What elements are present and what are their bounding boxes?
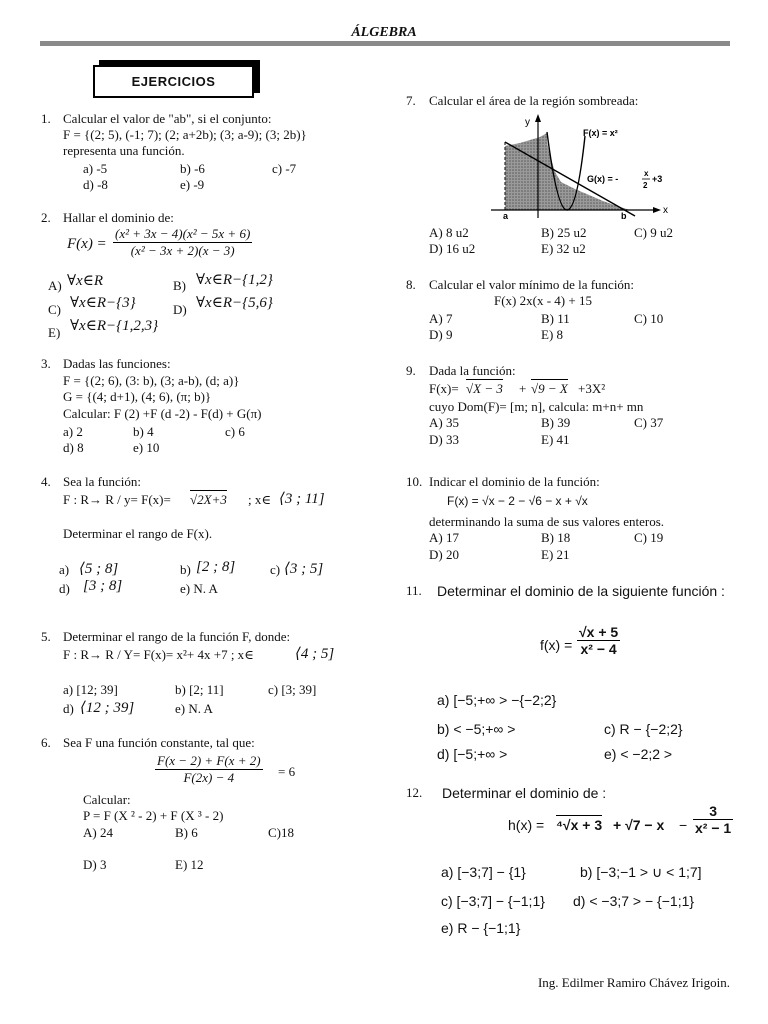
- option-c: c) [−3;7] − {−1;1}: [441, 893, 545, 909]
- option-b-value: ∀x∈R−{1,2}: [196, 272, 273, 288]
- problem-number: 7.: [406, 93, 416, 108]
- problem-text: Calcular el valor de "ab", si el conjunto:: [63, 111, 272, 126]
- option-b: B) 6: [175, 825, 198, 840]
- option-e: e) < −2;2 >: [604, 746, 673, 762]
- option-e: E) 41: [541, 432, 570, 447]
- option-c: C) 37: [634, 415, 664, 430]
- option-c: C) 10: [634, 311, 664, 326]
- option-a: A): [48, 278, 62, 293]
- option-d-value: ⟨12 ; 39]: [80, 700, 135, 716]
- problem-text: Hallar el dominio de:: [63, 210, 174, 225]
- problem-text: Indicar el dominio de la función:: [429, 474, 600, 489]
- problem-text: F(x) 2x(x - 4) + 15: [494, 293, 592, 308]
- problem-text: ; x∈: [248, 492, 271, 507]
- option-a: A) 35: [429, 415, 459, 430]
- option-a: a) [12; 39]: [63, 682, 118, 697]
- condition-fraction: [155, 753, 263, 786]
- option-d: D) 3: [83, 857, 107, 872]
- interval: ⟨4 ; 5]: [295, 646, 335, 662]
- problem-text: Determinar el rango de F(x).: [63, 526, 213, 541]
- g-const: +3: [652, 174, 663, 184]
- function-fraction: [577, 624, 620, 657]
- y-label: y: [525, 117, 530, 128]
- problem-text: F = {(2; 5), (-1; 7); (2; a+2b); (3; a-9); (3; 2b)}: [63, 127, 307, 142]
- g-frac-num: x: [644, 169, 649, 178]
- option-a-value: ⟨5 ; 8]: [79, 561, 119, 577]
- problem-number: 8.: [406, 277, 416, 292]
- option-a: A) 8 u2: [429, 225, 469, 240]
- problem-number: 6.: [41, 735, 51, 750]
- problem-text: Determinar el dominio de la siguiente función :: [437, 583, 725, 599]
- sqrt-expression: √2X+3: [190, 492, 227, 507]
- option-b: B) 11: [541, 311, 570, 326]
- f-label: F(x) = x²: [583, 128, 618, 138]
- option-d-value: [3 ; 8]: [83, 578, 123, 594]
- option-d: d): [59, 581, 70, 596]
- option-d: d) 8: [63, 440, 84, 455]
- option-d: d): [63, 701, 74, 716]
- option-b: B): [173, 278, 186, 293]
- problem-number: 5.: [41, 629, 51, 644]
- problem-text: G = {(4; d+1), (4; 6), (π; b)}: [63, 389, 212, 404]
- ejercicios-label-box: [93, 65, 254, 98]
- option-c-value: ∀x∈R−{3}: [70, 295, 136, 311]
- option-c: C): [48, 302, 61, 317]
- point-a-label: a: [503, 211, 509, 221]
- option-e: e) R − {−1;1}: [441, 920, 521, 936]
- problem-text: Sea F una función constante, tal que:: [63, 735, 255, 750]
- option-e-value: ∀x∈R−{1,2,3}: [70, 318, 159, 334]
- g-frac-den: 2: [643, 181, 648, 190]
- option-e: E) 8: [541, 327, 564, 342]
- problem-number: 10.: [406, 474, 423, 489]
- problem-text: determinando la suma de sus valores enteros.: [429, 514, 665, 529]
- problem-text: Determinar el dominio de :: [442, 785, 607, 801]
- option-c: C)18: [268, 825, 294, 840]
- condition-rhs: = 6: [278, 764, 296, 779]
- option-a-value: ∀x∈R: [67, 273, 103, 289]
- option-b: B) 25 u2: [541, 225, 587, 240]
- problem-text: representa una función.: [63, 143, 185, 158]
- problem-number: 1.: [41, 111, 51, 126]
- problem-number: 2.: [41, 210, 51, 225]
- option-e: E) 12: [175, 857, 204, 872]
- problem-text: Determinar el rango de la función F, donde:: [63, 629, 291, 644]
- shaded-region-graph: [485, 112, 675, 224]
- interval: ⟨3 ; 11]: [279, 491, 325, 507]
- option-b: b) < −5;+∞ >: [437, 721, 516, 737]
- author-footer: Ing. Edilmer Ramiro Chávez Irigoin.: [537, 975, 730, 990]
- problem-text: Dadas las funciones:: [63, 356, 171, 371]
- option-a: a): [59, 562, 70, 577]
- option-b-value: [2 ; 8]: [196, 559, 236, 575]
- fraction-denominator: x² − 4: [580, 641, 617, 657]
- option-b: b) 4: [133, 424, 154, 439]
- ejercicios-label: EJERCICIOS: [131, 74, 216, 89]
- problem-text: Calcular el área de la región sombreada:: [429, 93, 639, 108]
- option-a: a) 2: [63, 424, 83, 439]
- option-e: e) N. A: [175, 701, 213, 716]
- problem-number: 3.: [41, 356, 51, 371]
- function-lhs: h(x) =: [508, 817, 545, 833]
- problem-text: Calcular:: [83, 792, 131, 807]
- problem-text: Calcular el valor mínimo de la función:: [429, 277, 635, 292]
- option-e: e) -9: [180, 177, 205, 192]
- option-a: A) 7: [429, 311, 453, 326]
- option-a: a) [−3;7] − {1}: [441, 864, 526, 880]
- option-c: c) R − {−2;2}: [604, 721, 683, 737]
- option-e: E) 32 u2: [541, 241, 586, 256]
- fraction-denominator: F(2x) − 4: [183, 770, 235, 785]
- option-b: b) [−3;−1 > ∪ < 1;7]: [580, 864, 702, 880]
- g-label: G(x) = -: [587, 174, 619, 184]
- problem-text: F : R→ R / Y= F(x)= x²+ 4x +7 ; x∈: [63, 647, 254, 662]
- option-c: c): [270, 562, 281, 577]
- option-d: d) < −3;7 > − {−1;1}: [573, 893, 695, 909]
- plus-sign: +: [519, 381, 527, 396]
- problem-number: 11.: [406, 583, 422, 598]
- fraction-numerator: 3: [693, 803, 733, 820]
- square-root: + √7 − x: [613, 817, 665, 833]
- sqrt-expression: √X − 3: [466, 381, 503, 396]
- problem-text: Sea la función:: [63, 474, 141, 489]
- option-e: E): [48, 325, 61, 340]
- option-c: c) -7: [272, 161, 297, 176]
- problem-number: 12.: [406, 785, 423, 800]
- option-c: c) [3; 39]: [268, 682, 317, 697]
- option-c: C) 19: [634, 530, 664, 545]
- problem-text: Calcular: F (2) +F (d -2) - F(d) + G(π): [63, 406, 262, 421]
- option-d: D) 16 u2: [429, 241, 476, 256]
- problem-text: Dada la función:: [429, 363, 516, 378]
- option-b: b) -6: [180, 161, 205, 176]
- fraction-numerator: √x + 5: [579, 624, 619, 640]
- option-d: d) [−5;+∞ >: [437, 746, 508, 762]
- fraction-numerator: F(x − 2) + F(x + 2): [157, 753, 261, 768]
- problem-text: P = F (X ² - 2) + F (X ³ - 2): [83, 808, 224, 823]
- option-a: A) 24: [83, 825, 113, 840]
- fraction-numerator: (x² + 3x − 4)(x² − 5x + 6): [115, 226, 251, 241]
- problem-text: F = {(2; 6), (3: b), (3; a-b), (d; a)}: [63, 373, 240, 388]
- problem-text: F : R→ R / y= F(x)=: [63, 492, 171, 507]
- option-e: E) 21: [541, 547, 570, 562]
- problem-text: cuyo Dom(F)= [m; n], calcula: m+n+ mn: [429, 399, 644, 414]
- option-d: D): [173, 302, 187, 317]
- problem-text: +3X²: [578, 381, 606, 396]
- point-b-label: b: [621, 211, 627, 221]
- option-c: c) 6: [225, 424, 245, 439]
- problem-number: 4.: [41, 474, 51, 489]
- option-d: D) 9: [429, 327, 453, 342]
- fraction-denominator: (x² − 3x + 2)(x − 3): [130, 243, 235, 258]
- x-label: x: [663, 205, 668, 216]
- option-a: a) [−5;+∞ > −{−2;2}: [437, 692, 557, 708]
- option-d: D) 33: [429, 432, 459, 447]
- function-expression: F(x) = √x − 2 − √6 − x + √x: [447, 494, 588, 508]
- option-e: e) 10: [133, 440, 160, 455]
- sqrt-expression: √9 − X: [531, 381, 568, 396]
- option-b: B) 39: [541, 415, 571, 430]
- option-d: D) 20: [429, 547, 459, 562]
- option-b: B) 18: [541, 530, 571, 545]
- option-d: d) -8: [83, 177, 108, 192]
- minus-sign: −: [679, 817, 688, 833]
- option-d-value: ∀x∈R−{5,6}: [196, 295, 273, 311]
- option-a: a) -5: [83, 161, 108, 176]
- option-b: b): [180, 562, 191, 577]
- shaded-region: [505, 133, 630, 210]
- fourth-root: ⁴√x + 3: [556, 817, 603, 833]
- function-lhs: F(x) =: [67, 236, 107, 252]
- option-b: b) [2; 11]: [175, 682, 224, 697]
- option-c-value: ⟨3 ; 5]: [284, 561, 324, 577]
- function-fraction: [693, 803, 733, 836]
- problem-number: 9.: [406, 363, 416, 378]
- fraction-denominator: x² − 1: [695, 820, 732, 836]
- page-header-title: ÁLGEBRA: [351, 25, 417, 40]
- problem-text: F(x)=: [429, 381, 459, 396]
- function-fraction: [113, 226, 252, 259]
- function-lhs: f(x) =: [540, 637, 573, 653]
- option-e: e) N. A: [180, 581, 218, 596]
- header-rule: [40, 41, 730, 46]
- option-a: A) 17: [429, 530, 459, 545]
- option-c: C) 9 u2: [634, 225, 673, 240]
